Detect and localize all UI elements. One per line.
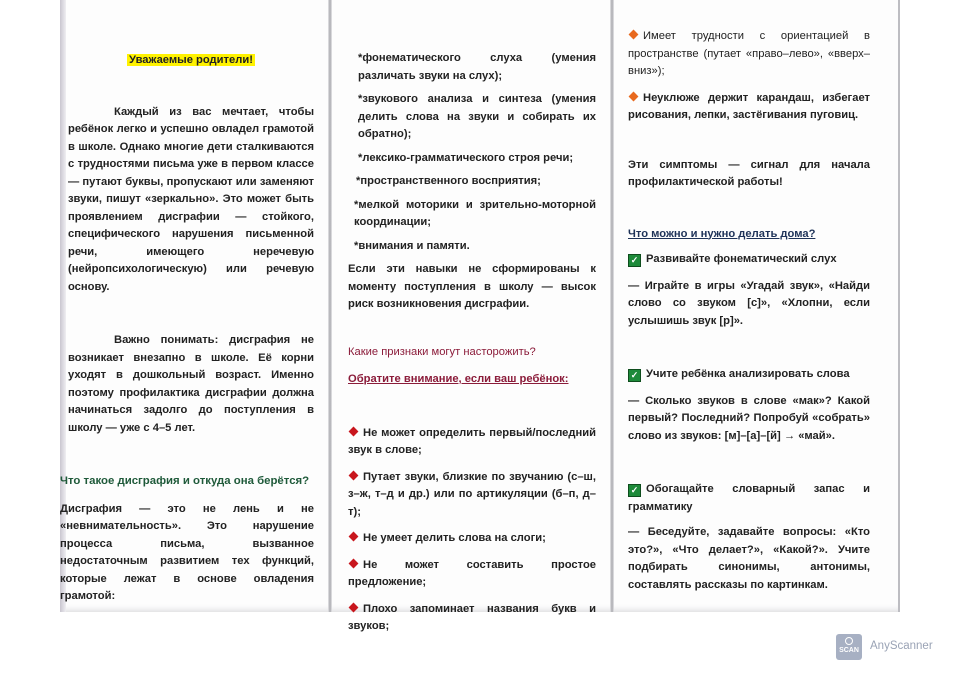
pay-attention-heading: Обратите внимание, если ваш ребёнок:: [348, 373, 569, 385]
skill-item: *внимания и памяти.: [354, 239, 470, 252]
intro-paragraph: Каждый из вас мечтает, чтобы ребёнок легко и успешно овладел грамотой в школе. Однако многие дети сталкиваются с трудностями письма уже в первом классе — путают буквы, пропускают или заменяют звуки, пишут «зеркально». Это может быть проявлением дисграфии — стойкого, специфического нарушения письменной речи, имеющего неречевую (нейропсихологическую) или речевую основу.: [68, 105, 314, 293]
camera-ring-icon: [845, 637, 853, 645]
sign-item: Имеет трудности с ориентацией в пространстве (путает «право–лево», «вверх–вниз»);: [628, 30, 870, 77]
skill-item: *пространственного восприятия;: [356, 175, 541, 187]
red-diamond-icon: [349, 532, 359, 542]
tip-text: — Беседуйте, задавайте вопросы: «Кто это?», «Что делает?», «Какой?». Учите подбирать синонимы, антонимы, составлять рассказы по картинкам.: [628, 526, 870, 591]
sign-item: Не может составить простое предложение;: [348, 558, 596, 588]
red-diamond-icon: [349, 470, 359, 480]
what-is-dysgraphia-heading: Что такое дисграфия и откуда она берётся?: [60, 475, 310, 487]
fold-line-1: [328, 0, 332, 612]
sign-item: Не умеет делить слова на слоги;: [348, 530, 596, 548]
orange-diamond-icon: [629, 30, 639, 40]
tip-text: — Сколько звуков в слове «мак»? Какой первый? Последний? Попробуй «собрать» слово из звуков: [м]–[а]–[й] → «май».: [628, 394, 870, 442]
panel-1: [60, 52, 314, 606]
red-diamond-icon: [349, 602, 359, 612]
green-checkbox-icon: ✓: [628, 254, 641, 267]
skill-item: *звукового анализа и синтеза (умения делить слова на звуки и собирать их обратно);: [358, 93, 596, 140]
panel-2: [348, 50, 596, 636]
tip-title: ✓ Обогащайте словарный запас и грамматику: [628, 483, 870, 513]
page-edge-right: [898, 0, 900, 612]
anyscanner-logo: SCAN: [836, 634, 862, 660]
symptoms-signal: Эти симптомы — сигнал для начала профилактической работы!: [628, 158, 870, 188]
sign-item: Плохо запоминает названия букв и звуков;: [348, 602, 596, 632]
fold-line-2: [610, 0, 614, 612]
skill-item: *фонематического слуха (умения различать звуки на слух);: [358, 52, 596, 82]
important-paragraph: Важно понимать: дисграфия не возникает внезапно в школе. Её корни уходят в дошкольный возраст. Именно поэтому профилактика дисграфии должна начинаться задолго до поступления в школу — уже с 4–5 лет.: [68, 334, 314, 434]
anyscanner-brand: AnyScanner: [870, 640, 933, 652]
tip-title: ✓ Учите ребёнка анализировать слова: [628, 366, 870, 384]
green-checkbox-icon: ✓: [628, 369, 641, 382]
skill-item: *мелкой моторики и зрительно-моторной координации;: [354, 198, 596, 228]
red-diamond-icon: [349, 558, 359, 568]
red-diamond-icon: [349, 426, 359, 436]
tip-text: — Играйте в игры «Угадай звук», «Найди слово со звуком [с]», «Хлопни, если услышишь звук [р]».: [628, 279, 870, 327]
risk-conclusion: Если эти навыки не сформированы к моменту поступления в школу — высок риск возникновения дисграфии.: [348, 263, 596, 310]
sign-item: Путает звуки, близкие по звучанию (с–ш, з–ж, т–д и др.) или по артикуляции (б–п, д–т);: [348, 470, 596, 518]
sign-item: Не может определить первый/последний звук в слове;: [348, 426, 596, 456]
panel-3: [628, 28, 870, 594]
warning-signs-heading: Какие признаки могут насторожить?: [348, 345, 536, 358]
greeting-title: Уважаемые родители!: [129, 54, 253, 66]
green-checkbox-icon: ✓: [628, 484, 641, 497]
definition-paragraph: Дисграфия — это не лень и не «невнимательность». Это нарушение процесса письма, вызванное недостаточным развитием тех функций, которые лежат в основе овладения грамотой:: [60, 502, 314, 602]
tip-title: ✓ Развивайте фонематический слух: [628, 251, 870, 269]
orange-diamond-icon: [629, 91, 639, 101]
home-actions-heading: Что можно и нужно делать дома?: [628, 227, 816, 240]
sign-item: Неуклюже держит карандаш, избегает рисования, лепки, застёгивания пуговиц.: [628, 91, 870, 121]
skill-item: *лексико-грамматического строя речи;: [358, 151, 574, 164]
